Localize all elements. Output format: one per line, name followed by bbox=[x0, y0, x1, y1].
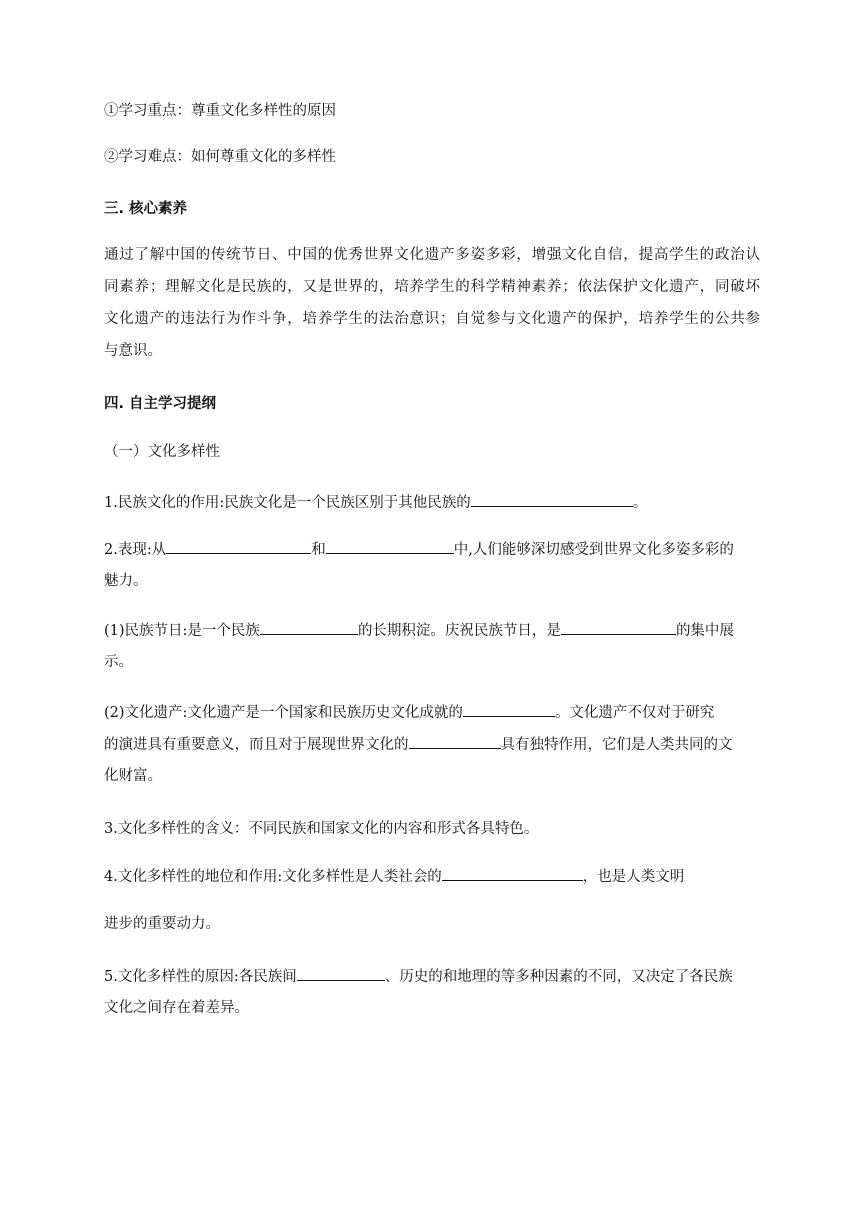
item-2-1-text-b: 的长期积淀。庆祝民族节日，是 bbox=[357, 623, 561, 639]
item-2-2-text-a: (2)文化遗产:文化遗产是一个国家和民族历史文化成就的 bbox=[104, 705, 463, 721]
fill-blank-4b[interactable] bbox=[409, 734, 501, 749]
item-2-1-line-2: 示。 bbox=[104, 654, 133, 670]
item-1-end: 。 bbox=[632, 495, 648, 511]
subsection-cultural-diversity: （一）文化多样性 bbox=[104, 444, 220, 460]
fill-blank-5[interactable] bbox=[442, 866, 583, 881]
item-4-text-a: 4.文化多样性的地位和作用:文化多样性是人类社会的 bbox=[104, 869, 442, 885]
core-literacy-line-2: 同素养；理解文化是民族的，又是世界的，培养学生的科学精神素养；依法保护文化遗产，同破坏 bbox=[104, 279, 760, 295]
item-2 bbox=[104, 539, 760, 560]
item-2-1-text-a: (1)民族节日:是一个民族 bbox=[104, 623, 260, 639]
fill-blank-2a[interactable] bbox=[166, 539, 311, 554]
core-literacy-line-4: 与意识。 bbox=[104, 343, 162, 359]
item-3: 3.文化多样性的含义：不同民族和国家文化的内容和形式各具特色。 bbox=[104, 821, 539, 837]
item-2-1-text-c: 的集中展 bbox=[675, 623, 734, 639]
item-5-line-2: 文化之间存在着差异。 bbox=[104, 1000, 249, 1016]
item-1 bbox=[104, 492, 760, 513]
item-4-line-2: 进步的重要动力。 bbox=[104, 916, 220, 932]
fill-blank-3b[interactable] bbox=[561, 620, 676, 635]
fill-blank-2b[interactable] bbox=[326, 539, 454, 554]
learning-difficulty: ②学习难点：如何尊重文化的多样性 bbox=[104, 149, 336, 165]
item-2-text-c: 中,人们能够深切感受到世界文化多姿多彩的 bbox=[453, 542, 734, 558]
item-2-2-line-3: 化财富。 bbox=[104, 768, 162, 784]
item-2-2-text-b: 。文化遗产不仅对于研究 bbox=[554, 705, 715, 721]
section-heading-core-literacy: 三. 核心素养 bbox=[104, 201, 188, 217]
fill-blank-4a[interactable] bbox=[463, 702, 555, 717]
item-2-2-line-2-text-b: 具有独特作用，它们是人类共同的文 bbox=[500, 737, 733, 753]
item-2-1 bbox=[104, 620, 760, 641]
learning-key-point: ①学习重点：尊重文化多样性的原因 bbox=[104, 103, 336, 119]
item-4 bbox=[104, 866, 760, 887]
item-2-2-line-2 bbox=[104, 734, 760, 755]
item-2-text-a: 2.表现:从 bbox=[104, 542, 167, 558]
fill-blank-6[interactable] bbox=[297, 966, 385, 981]
item-1-text: 1.民族文化的作用:民族文化是一个民族区别于其他民族的 bbox=[104, 495, 471, 511]
item-2-2 bbox=[104, 702, 760, 723]
item-5 bbox=[104, 966, 760, 987]
core-literacy-line-3: 文化遗产的违法行为作斗争，培养学生的法治意识；自觉参与文化遗产的保护，培养学生的公共参 bbox=[104, 311, 760, 327]
item-2-line-2: 魅力。 bbox=[104, 573, 148, 589]
section-heading-study-outline: 四. 自主学习提纲 bbox=[104, 396, 217, 412]
item-5-text-b: 、历史的和地理的等多种因素的不同，又决定了各民族 bbox=[384, 969, 733, 985]
item-4-text-b: ，也是人类文明 bbox=[582, 869, 685, 885]
core-literacy-line-1: 通过了解中国的传统节日、中国的优秀世界文化遗产多姿多彩，增强文化自信，提高学生的政治认 bbox=[104, 247, 760, 263]
item-5-text-a: 5.文化多样性的原因:各民族间 bbox=[104, 969, 297, 985]
item-2-2-line-2-text-a: 的演进具有重要意义，而且对于展现世界文化的 bbox=[104, 737, 409, 753]
fill-blank-3a[interactable] bbox=[260, 620, 358, 635]
fill-blank-1[interactable] bbox=[471, 492, 633, 507]
item-2-text-b: 和 bbox=[311, 542, 326, 558]
